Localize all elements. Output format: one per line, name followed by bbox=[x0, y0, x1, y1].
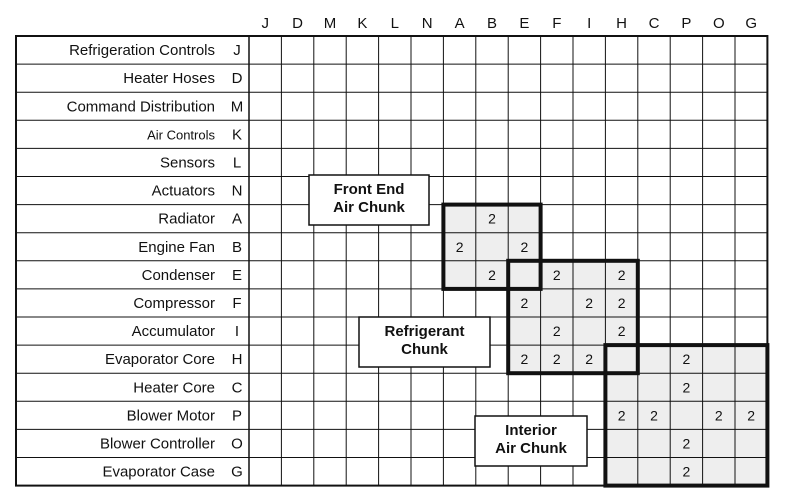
row-code: N bbox=[231, 182, 243, 200]
column-header: A bbox=[454, 15, 465, 32]
matrix-cell-value: 2 bbox=[682, 351, 691, 368]
row-label: Blower Motor bbox=[126, 407, 215, 425]
matrix-cell-value: 2 bbox=[682, 463, 691, 480]
chunk-label: Front End bbox=[333, 181, 405, 198]
matrix-cell-value: 2 bbox=[455, 238, 464, 255]
column-header: E bbox=[519, 15, 530, 32]
row-code: E bbox=[231, 266, 243, 284]
matrix-cell-value: 2 bbox=[585, 351, 594, 368]
matrix-cell-value: 2 bbox=[650, 407, 658, 424]
matrix-cell-value: 2 bbox=[488, 266, 496, 283]
row-code: O bbox=[231, 435, 243, 453]
column-header: J bbox=[261, 15, 269, 32]
matrix-cell-value: 2 bbox=[747, 407, 756, 424]
row-label: Compressor bbox=[133, 294, 215, 312]
matrix-cell-value: 2 bbox=[617, 294, 626, 311]
row-code: B bbox=[231, 238, 243, 256]
row-label: Radiator bbox=[158, 210, 215, 228]
matrix-cell-value: 2 bbox=[552, 351, 561, 368]
column-header: C bbox=[648, 15, 660, 32]
matrix-cell-value: 2 bbox=[520, 238, 529, 255]
row-label: Condenser bbox=[141, 266, 215, 284]
matrix-cell-value: 2 bbox=[682, 435, 691, 452]
column-header: D bbox=[292, 15, 304, 32]
row-code: L bbox=[232, 154, 242, 172]
matrix-cell-value: 2 bbox=[520, 294, 529, 311]
row-code: M bbox=[230, 98, 244, 116]
row-code: P bbox=[231, 407, 243, 425]
row-code: A bbox=[231, 210, 243, 228]
row-label: Evaporator Case bbox=[102, 463, 215, 481]
column-header: F bbox=[552, 15, 562, 32]
row-code: K bbox=[231, 126, 243, 144]
matrix-cell-value: 2 bbox=[585, 294, 594, 311]
row-code: C bbox=[231, 379, 243, 397]
column-header: B bbox=[486, 15, 498, 32]
column-header: N bbox=[421, 15, 433, 32]
matrix-cell-value: 2 bbox=[714, 407, 723, 424]
row-label: Air Controls bbox=[147, 127, 215, 143]
row-label: Engine Fan bbox=[138, 238, 215, 256]
column-header: P bbox=[681, 15, 692, 32]
column-header: G bbox=[745, 15, 758, 32]
row-label: Sensors bbox=[159, 154, 215, 172]
column-header: H bbox=[616, 15, 628, 32]
row-code: J bbox=[233, 42, 241, 60]
column-header: L bbox=[390, 15, 399, 32]
row-code: I bbox=[234, 323, 240, 341]
matrix-cell-value: 2 bbox=[488, 210, 496, 227]
column-header: M bbox=[323, 15, 337, 32]
matrix-cell-value: 2 bbox=[682, 379, 691, 396]
row-label: Heater Core bbox=[133, 379, 215, 397]
chunk-label: Interior bbox=[505, 422, 557, 439]
matrix-cell-value: 2 bbox=[617, 266, 626, 283]
chunk-label: Air Chunk bbox=[495, 440, 567, 457]
chunk-label: Chunk bbox=[401, 341, 448, 358]
matrix-cell-value: 2 bbox=[552, 266, 561, 283]
column-header: O bbox=[712, 15, 725, 32]
row-label: Actuators bbox=[151, 182, 215, 200]
row-code: F bbox=[232, 294, 242, 312]
column-header: K bbox=[357, 15, 368, 32]
row-label: Command Distribution bbox=[66, 98, 215, 116]
row-code: H bbox=[231, 351, 243, 369]
matrix-cell-value: 2 bbox=[520, 351, 529, 368]
row-label: Blower Controller bbox=[99, 435, 215, 453]
row-label: Accumulator bbox=[131, 323, 215, 341]
chunk-label: Refrigerant bbox=[384, 323, 465, 340]
row-label: Heater Hoses bbox=[123, 70, 215, 88]
column-header: I bbox=[587, 15, 592, 32]
matrix-cell-value: 2 bbox=[617, 407, 626, 424]
row-code: D bbox=[231, 70, 243, 88]
row-code: G bbox=[231, 463, 243, 481]
chunk-label: Air Chunk bbox=[333, 199, 405, 216]
matrix-cell-value: 2 bbox=[617, 323, 626, 340]
matrix-cell-value: 2 bbox=[552, 323, 561, 340]
row-label: Refrigeration Controls bbox=[69, 42, 215, 60]
row-label: Evaporator Core bbox=[104, 351, 215, 369]
